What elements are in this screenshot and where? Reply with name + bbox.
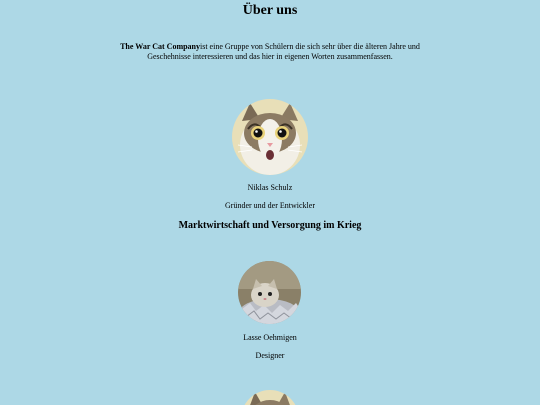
intro-text: ist eine Gruppe von Schülern die sich sehr über die älteren Jahre und Geschehnisse interessieren und das hier in eigenen Worten zusammenfassen.	[147, 42, 420, 61]
section-title: Marktwirtschaft und Versorgung im Krieg	[178, 220, 362, 231]
cat-photo-foil-image	[238, 261, 301, 324]
company-name: The War Cat Company	[120, 42, 200, 51]
cat-photo-surprised-image	[241, 390, 299, 405]
member-avatar-lasse	[238, 261, 301, 324]
member-name: Lasse Oehmigen	[243, 333, 297, 342]
member-name: Niklas Schulz	[247, 183, 293, 192]
page-title: Über uns	[242, 3, 298, 18]
member-avatar-niklas	[232, 99, 308, 175]
intro-paragraph	[110, 42, 430, 62]
member-role: Gründer und der Entwickler	[225, 201, 315, 210]
member-role: Designer	[255, 351, 285, 360]
member-avatar-3	[241, 390, 299, 405]
cat-photo-surprised-image	[232, 99, 308, 175]
